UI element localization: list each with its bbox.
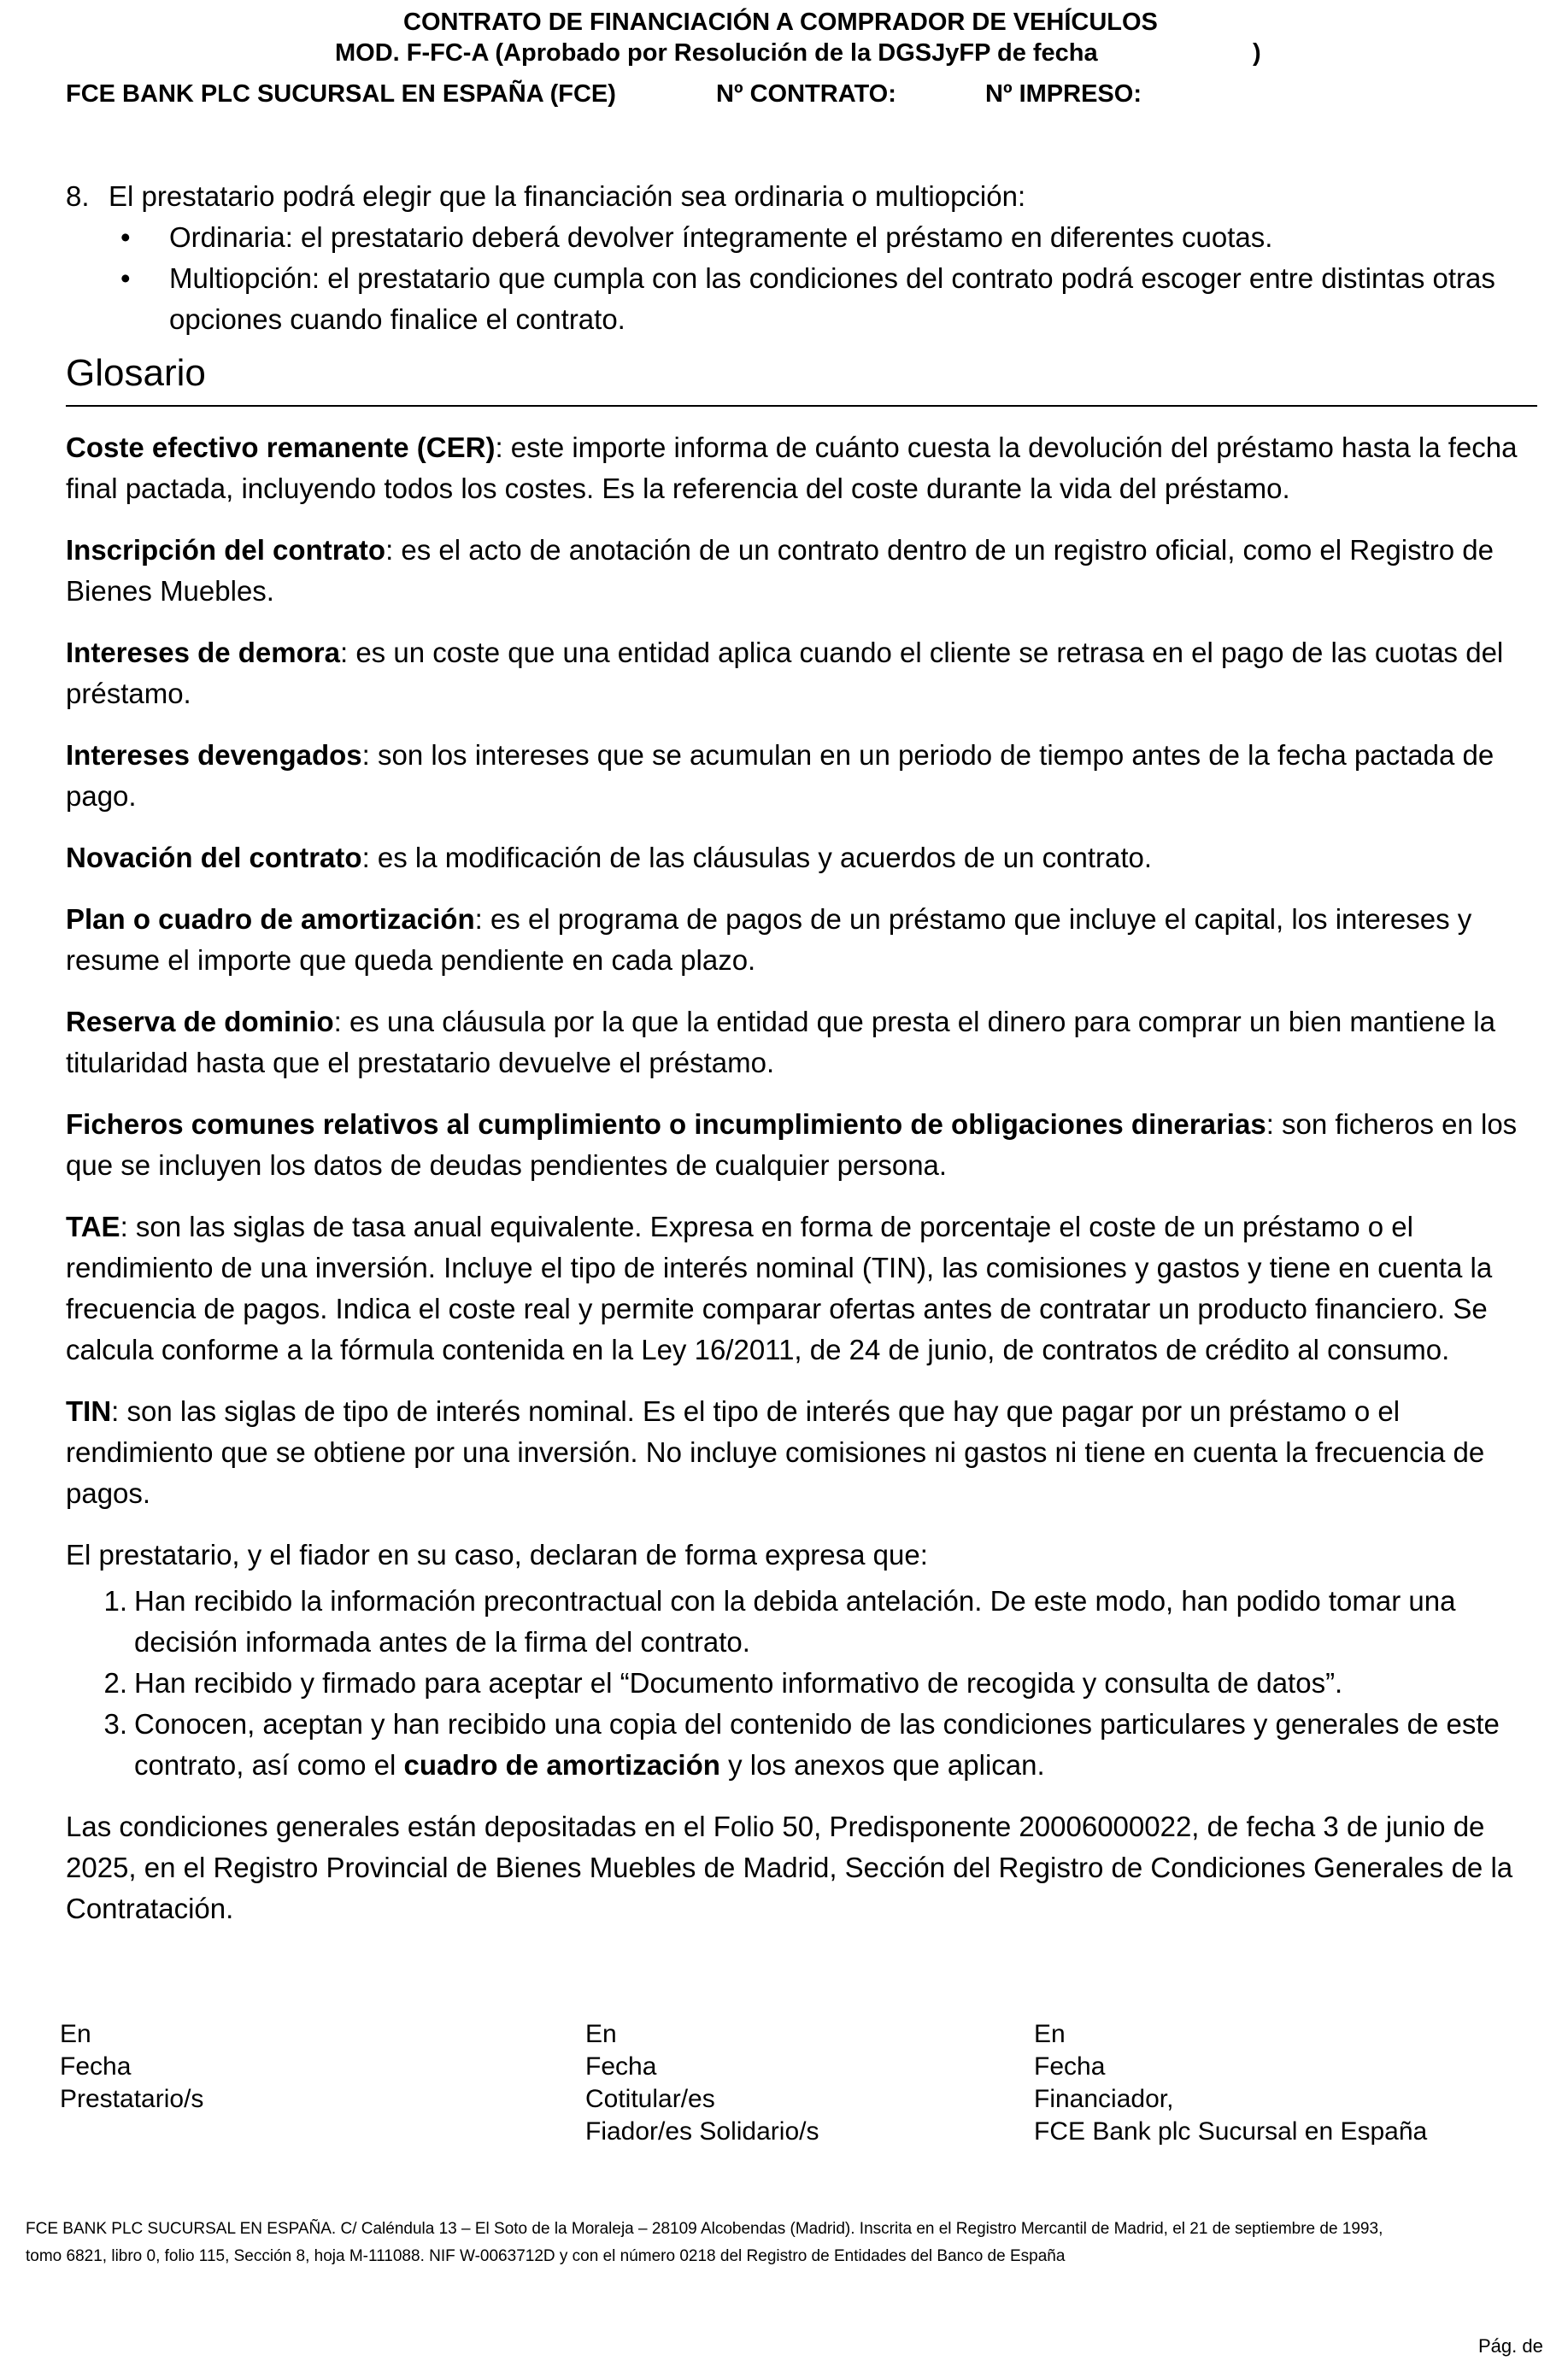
signature-block-lender bbox=[1034, 2018, 1427, 2148]
glossary-entry bbox=[66, 837, 1537, 878]
glossary-entry bbox=[66, 427, 1537, 509]
declaration-list bbox=[66, 1581, 1537, 1786]
role-label: Prestatario/s bbox=[60, 2085, 204, 2113]
item-text bbox=[134, 1704, 1537, 1786]
date-label: Fecha bbox=[585, 2052, 657, 2081]
glossary-entry bbox=[66, 530, 1537, 612]
glossary-definition: : son las siglas de tipo de interés nominal. Es el tipo de interés que hay que pagar por un préstamo o el rendimiento que se obtiene por una inversión. No incluye comisiones ni gastos ni tiene en cuenta la frecuencia de pagos. bbox=[66, 1395, 1485, 1509]
clause-text: El prestatario podrá elegir que la financiación sea ordinaria o multiopción: bbox=[109, 180, 1026, 212]
glossary-entry bbox=[66, 1391, 1537, 1514]
place-label: En bbox=[585, 2020, 617, 2048]
declaration-intro: El prestatario, y el fiador en su caso, declaran de forma expresa que: bbox=[66, 1539, 928, 1571]
date-label: Fecha bbox=[60, 2052, 132, 2081]
list-item: • Ordinaria: el prestatario deberá devolver íntegramente el préstamo en diferentes cuotas. bbox=[66, 217, 1537, 258]
page-number: Pág. de bbox=[1478, 2335, 1543, 2357]
glossary-term: TAE bbox=[66, 1211, 120, 1242]
date-label: Fecha bbox=[1034, 2052, 1106, 2081]
list-item bbox=[66, 1663, 1537, 1704]
deposit-statement: Las condiciones generales están depositadas en el Folio 50, Predisponente 20006000022, de fecha 3 de junio de 2025, en el Registro Provincial de Bienes Muebles de Madrid, Sección del Registro de Condiciones Generales de la Contratación. bbox=[66, 1811, 1513, 1924]
item-text-part: Conocen, aceptan y han recibido una copia del contenido de las condiciones particulares y generales de este contrato, así como el bbox=[134, 1708, 1500, 1781]
document-body bbox=[66, 176, 1537, 1929]
item-text: Han recibido y firmado para aceptar el “Documento informativo de recogida y consulta de datos”. bbox=[134, 1667, 1343, 1699]
glossary-entry bbox=[66, 1207, 1537, 1371]
glossary-heading: Glosario bbox=[66, 349, 1537, 407]
place-label: En bbox=[1034, 2020, 1066, 2048]
glossary-term: Plan o cuadro de amortización bbox=[66, 903, 475, 935]
glossary-definition: : son los intereses que se acumulan en un periodo de tiempo antes de la fecha pactada de pago. bbox=[66, 739, 1495, 812]
glossary-entry bbox=[66, 735, 1537, 817]
glossary-definition: : es la modificación de las cláusulas y acuerdos de un contrato. bbox=[361, 842, 1153, 873]
glossary-term: Novación del contrato bbox=[66, 842, 362, 873]
clause-number: 8. bbox=[66, 180, 90, 212]
footer-line: FCE BANK PLC SUCURSAL EN ESPAÑA. C/ Caléndula 13 – El Soto de la Moraleja – 28109 Alcobendas (Madrid). Inscrita en el Registro Mercantil de Madrid, el 21 de septiembre de 1993, bbox=[26, 2220, 1383, 2238]
legal-footer bbox=[26, 2216, 1547, 2270]
role-label: Fiador/es Solidario/s bbox=[585, 2117, 819, 2146]
item-number: 1. bbox=[103, 1585, 127, 1617]
place-label: En bbox=[60, 2020, 91, 2048]
model-reference: MOD. F-FC-A (Aprobado por Resolución de la DGSJyFP de fecha bbox=[335, 39, 1098, 67]
impreso-number-label: Nº IMPRESO: bbox=[985, 80, 1142, 108]
glossary-term: Coste efectivo remanente (CER) bbox=[66, 432, 496, 463]
glossary-definition: : es una cláusula por la que la entidad que presta el dinero para comprar un bien mantiene la titularidad hasta que el prestatario devuelve el préstamo. bbox=[66, 1006, 1495, 1078]
entity-name: FCE BANK PLC SUCURSAL EN ESPAÑA (FCE) bbox=[66, 80, 616, 108]
role-label: Cotitular/es bbox=[585, 2085, 715, 2113]
item-text: Han recibido la información precontractual con la debida antelación. De este modo, han podido tomar una decisión informada antes de la firma del contrato. bbox=[134, 1585, 1456, 1658]
item-number: 2. bbox=[103, 1667, 127, 1699]
footer-line: tomo 6821, libro 0, folio 115, Sección 8, hoja M-111088. NIF W-0063712D y con el número 0218 del Registro de Entidades del Banco de España bbox=[26, 2247, 1066, 2265]
item-number: 3. bbox=[103, 1708, 127, 1740]
glossary-term: Intereses de demora bbox=[66, 637, 340, 668]
contract-number-label: Nº CONTRATO: bbox=[716, 80, 896, 108]
financing-options-list bbox=[66, 217, 1537, 340]
list-item: • Multiopción: el prestatario que cumpla con las condiciones del contrato podrá escoger entre distintas otras opciones cuando finalice el contrato. bbox=[66, 258, 1537, 340]
glossary-term: TIN bbox=[66, 1395, 112, 1427]
lender-name: FCE Bank plc Sucursal en España bbox=[1034, 2117, 1428, 2146]
glossary-entry bbox=[66, 632, 1537, 714]
document-title: CONTRATO DE FINANCIACIÓN A COMPRADOR DE VEHÍCULOS bbox=[403, 9, 1158, 36]
list-item bbox=[66, 1704, 1537, 1786]
glossary-term: Intereses devengados bbox=[66, 739, 362, 771]
signature-block-cotitular bbox=[585, 2018, 819, 2148]
amortization-schedule-term: cuadro de amortización bbox=[403, 1749, 720, 1781]
glossary-definition: : es un coste que una entidad aplica cuando el cliente se retrasa en el pago de las cuotas del préstamo. bbox=[66, 637, 1504, 709]
role-label: Financiador, bbox=[1034, 2085, 1174, 2113]
list-item bbox=[66, 1581, 1537, 1663]
glossary-definition: : es el acto de anotación de un contrato dentro de un registro oficial, como el Registro de Bienes Muebles. bbox=[66, 534, 1495, 607]
glossary-entry bbox=[66, 1104, 1537, 1186]
glossary-term: Reserva de dominio bbox=[66, 1006, 334, 1037]
model-reference-close: ) bbox=[1253, 39, 1261, 67]
clause-8 bbox=[66, 176, 1537, 217]
glossary-entry bbox=[66, 1001, 1537, 1083]
glossary-definition: : este importe informa de cuánto cuesta la devolución del préstamo hasta la fecha final pactada, incluyendo todos los costes. Es la referencia del coste durante la vida del préstamo. bbox=[66, 432, 1518, 504]
glossary-term: Inscripción del contrato bbox=[66, 534, 386, 566]
glossary-definition: : son ficheros en los que se incluyen los datos de deudas pendientes de cualquier persona. bbox=[66, 1108, 1518, 1181]
glossary-entry bbox=[66, 899, 1537, 981]
signature-block-borrower bbox=[60, 2018, 203, 2116]
item-text-part: y los anexos que aplican. bbox=[719, 1749, 1045, 1781]
glossary-definition: : son las siglas de tasa anual equivalente. Expresa en forma de porcentaje el coste de un préstamo o el rendimiento de una inversión. Incluye el tipo de interés nominal (TIN), las comisiones y gastos y tiene en cuenta la frecuencia de pagos. Indica el coste real y permite comparar ofertas antes de contratar un producto financiero. Se calcula conforme a la fórmula contenida en la Ley 16/2011, de 24 de junio, de contratos de crédito al consumo. bbox=[66, 1211, 1493, 1365]
glossary-definition: : es el programa de pagos de un préstamo que incluye el capital, los intereses y resume el importe que queda pendiente en cada plazo. bbox=[66, 903, 1472, 976]
glossary-term: Ficheros comunes relativos al cumplimiento o incumplimiento de obligaciones dinerarias bbox=[66, 1108, 1266, 1140]
